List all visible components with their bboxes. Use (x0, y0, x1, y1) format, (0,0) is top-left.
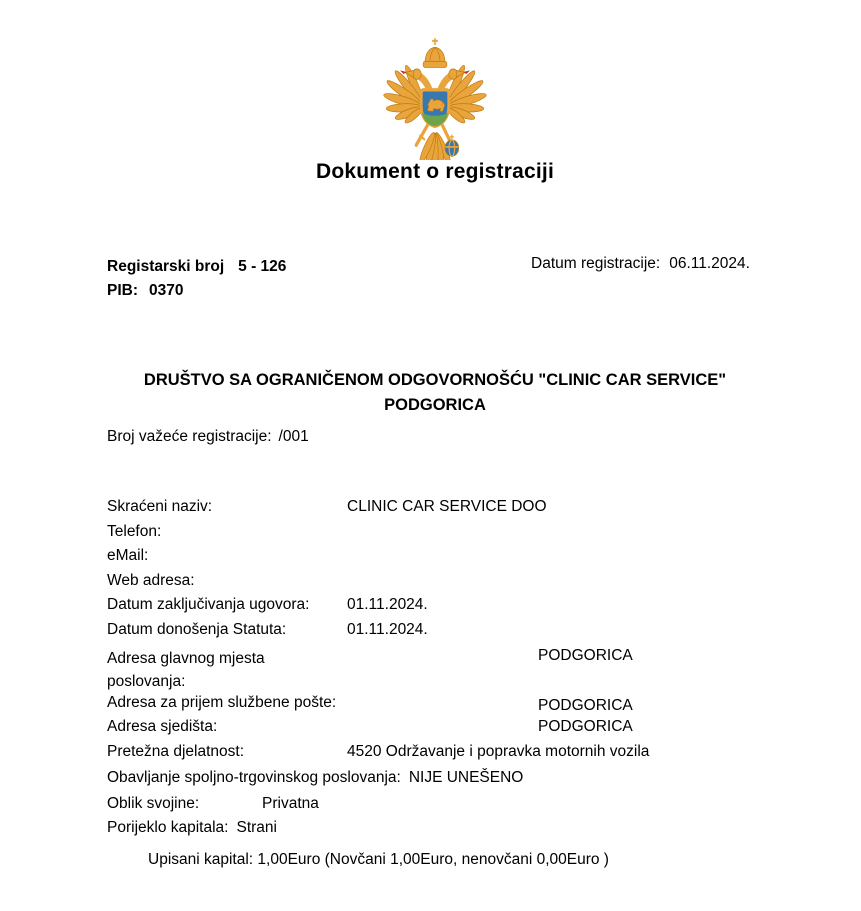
field-value: PODGORICA (538, 696, 633, 714)
pib-label: PIB: (107, 281, 138, 299)
field-label: Oblik svojine: (107, 794, 200, 812)
company-name-heading (144, 368, 726, 418)
field-value: PODGORICA (538, 718, 633, 735)
registration-date-row (531, 255, 750, 273)
field-label: eMail: (107, 547, 149, 564)
field-label: Telefon: (107, 522, 162, 540)
field-value: 01.11.2024. (347, 596, 428, 613)
field-row (107, 523, 767, 548)
capital-line: Upisani kapital: 1,00Euro (Novčani 1,00Euro, nenovčani 0,00Euro ) (148, 851, 609, 868)
field-row (107, 819, 767, 845)
registration-number-label: Registarski broj (107, 258, 225, 275)
field-value: PODGORICA (538, 646, 633, 664)
field-row (107, 547, 767, 572)
company-name-line2: PODGORICA (384, 396, 486, 414)
field-label: Porijeklo kapitala: (107, 819, 229, 836)
field-label: Adresa sjedišta: (107, 718, 218, 735)
field-value: 4520 Održavanje i popravka motornih vozila (347, 742, 650, 760)
valid-registration-value: /001 (278, 428, 309, 445)
valid-registration-row (107, 428, 309, 446)
registration-meta-left (107, 255, 286, 302)
field-row (107, 694, 767, 719)
field-value: NIJE UNEŠENO (408, 768, 524, 786)
field-row (107, 769, 767, 795)
field-row (107, 647, 767, 694)
field-value: Privatna (262, 794, 319, 812)
document-title: Dokument o registraciji (316, 160, 554, 183)
field-row (107, 621, 767, 647)
field-row (107, 572, 767, 597)
field-label: Adresa glavnog mjesta poslovanja: (107, 649, 265, 690)
field-row (107, 596, 767, 621)
pib-row (107, 279, 286, 303)
valid-registration-label: Broj važeće registracije: (107, 428, 272, 445)
company-name-line1: DRUŠTVO SA OGRANIČENOM ODGOVORNOŠĆU "CLINIC CAR SERVICE" (143, 371, 727, 389)
montenegro-coat-of-arms (375, 36, 495, 160)
field-label: Datum zaključivanja ugovora: (107, 596, 310, 613)
field-label: Pretežna djelatnost: (107, 742, 245, 760)
registration-date-label: Datum registracije: (531, 255, 661, 272)
field-label: Skraćeni naziv: (107, 498, 213, 515)
pib-value: 0370 (149, 281, 184, 299)
registration-number-value: 5 - 126 (238, 258, 287, 275)
field-row (107, 743, 767, 769)
field-label: Obavljanje spoljno-trgovinskog poslovanja: (107, 768, 401, 786)
field-row (107, 498, 767, 523)
field-value: 01.11.2024. (347, 620, 428, 638)
fields-list (107, 498, 767, 869)
field-label: Datum donošenja Statuta: (107, 620, 287, 638)
registration-date-value: 06.11.2024. (669, 255, 750, 272)
field-value: Strani (236, 819, 277, 836)
field-label: Web adresa: (107, 571, 195, 589)
field-label: Adresa za prijem službene pošte: (107, 693, 337, 711)
field-row (107, 795, 767, 820)
registration-number-row (107, 255, 286, 279)
field-row (107, 718, 767, 743)
field-value: CLINIC CAR SERVICE DOO (347, 498, 547, 515)
